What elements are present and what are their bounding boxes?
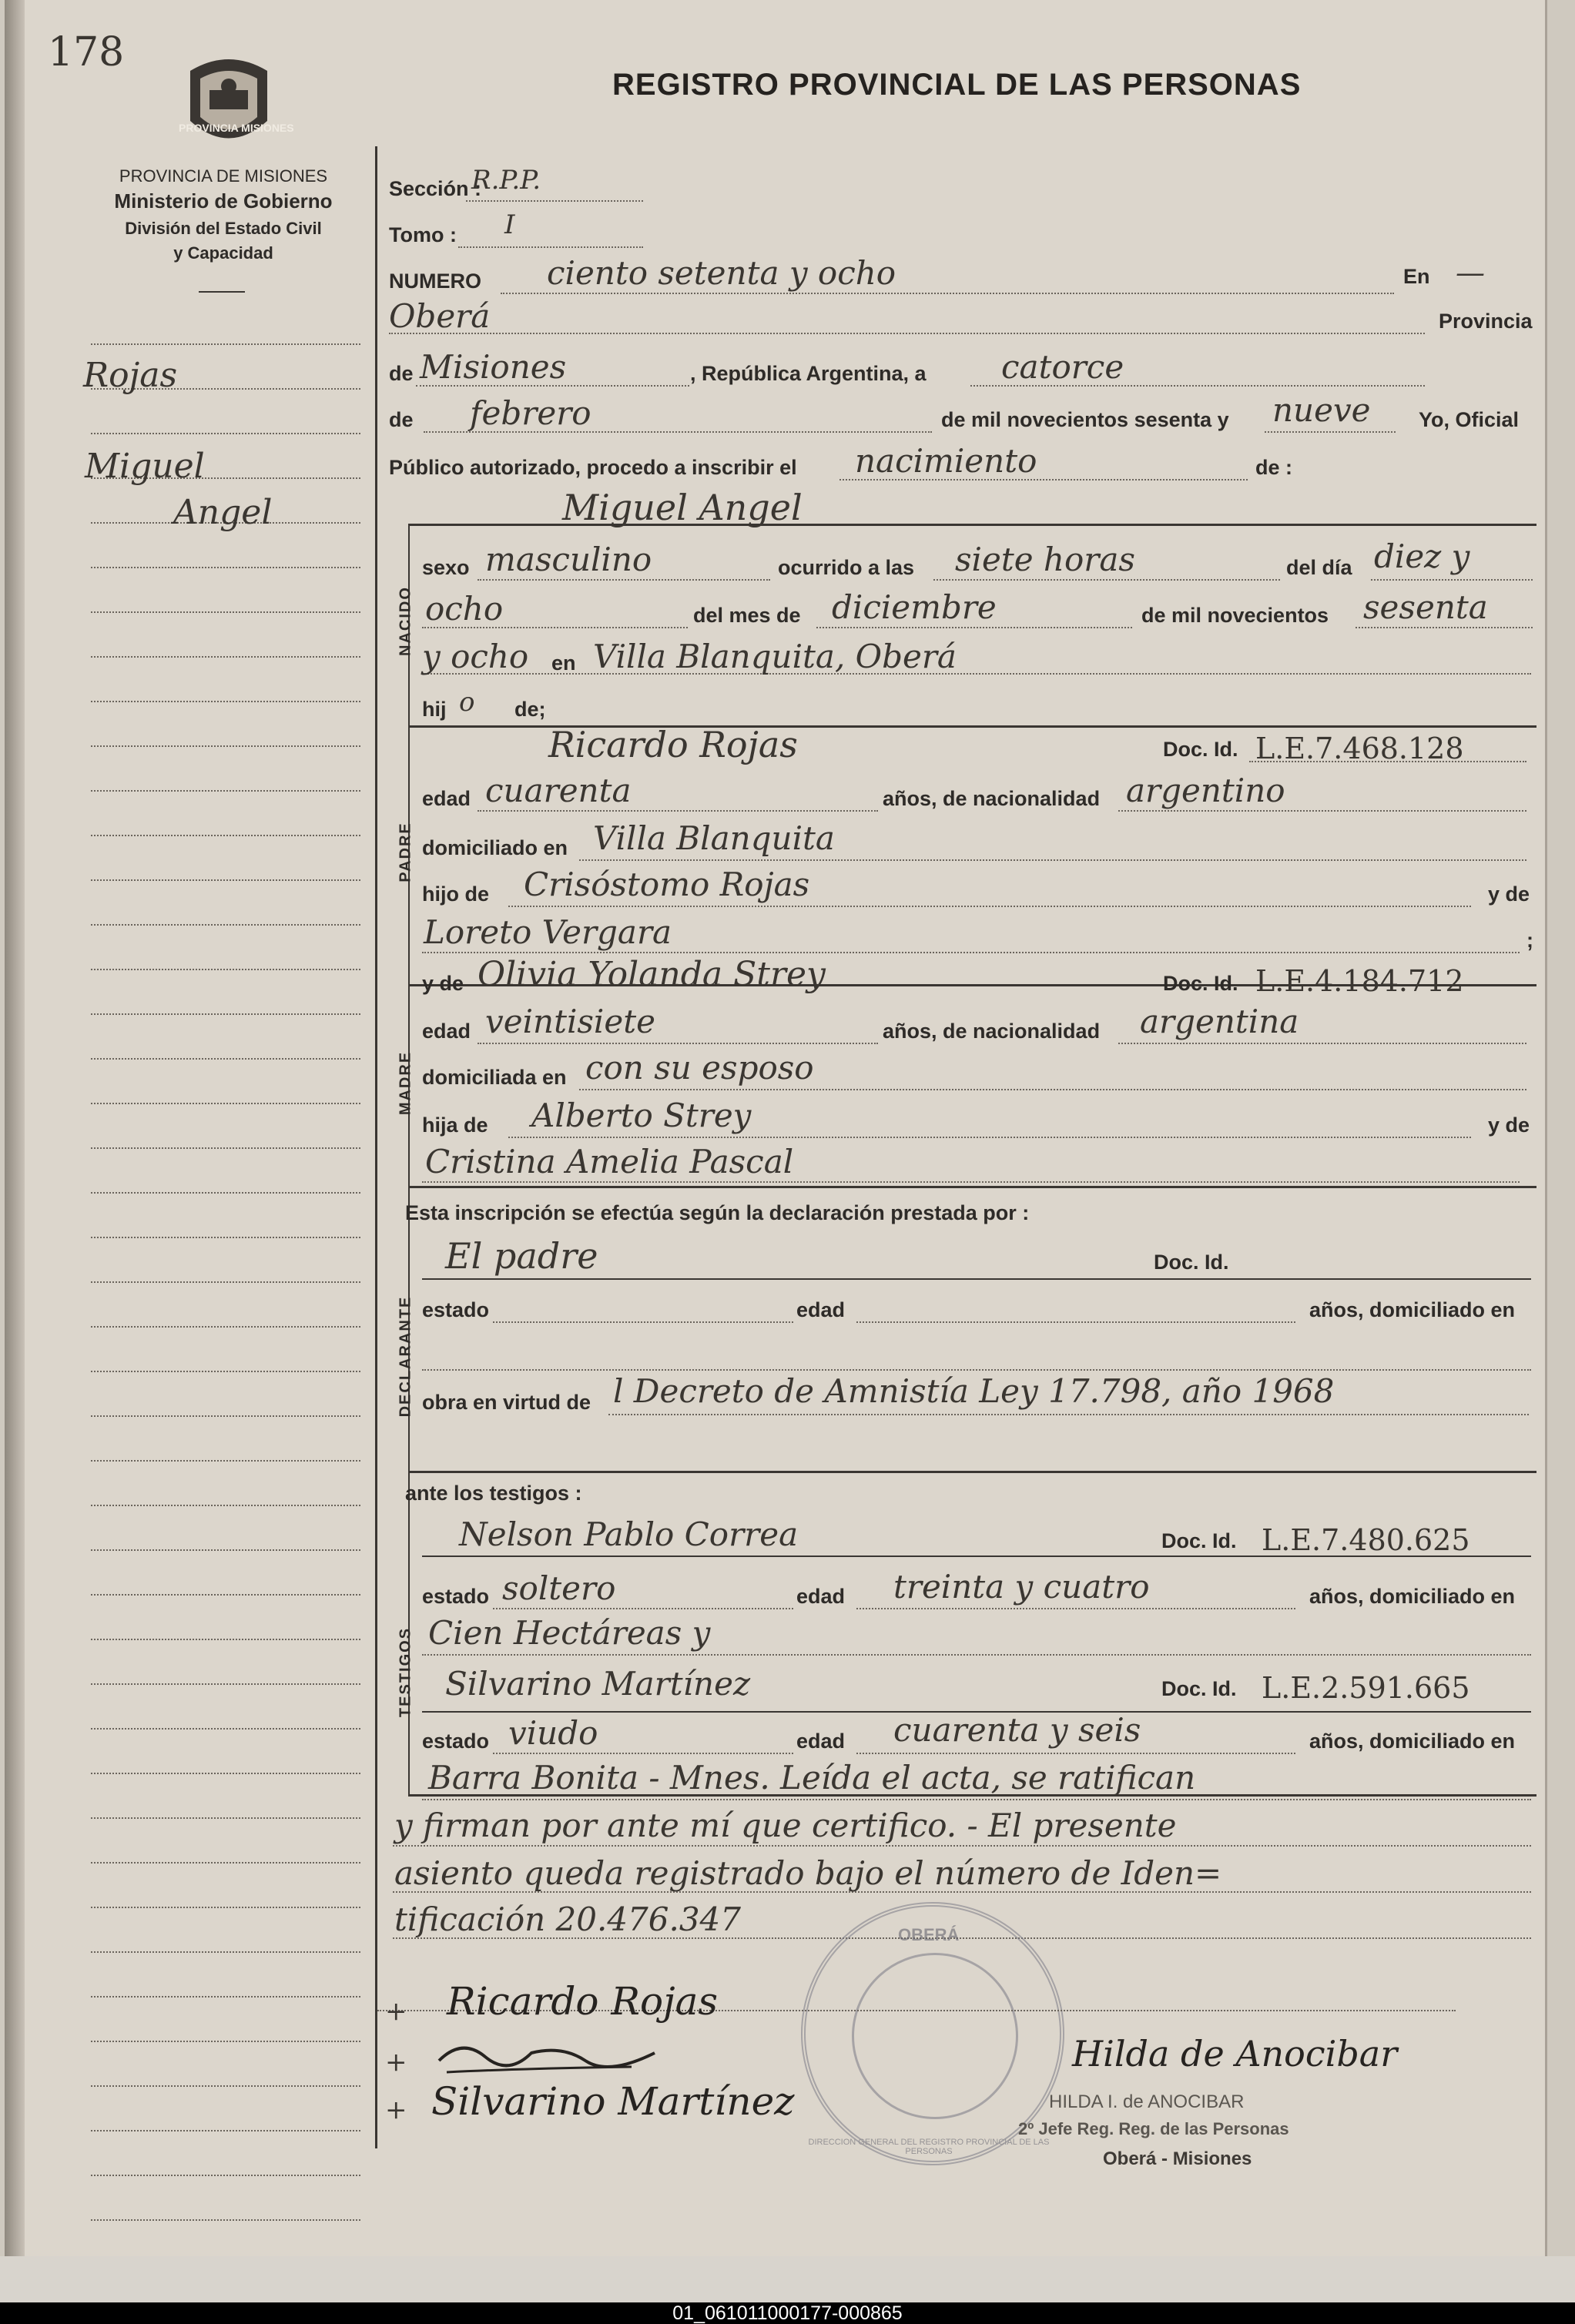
padre-dom-value: Villa Blanquita bbox=[593, 819, 835, 857]
dotted-line bbox=[856, 1608, 1295, 1609]
testigo2-edad: cuarenta y seis bbox=[893, 1711, 1141, 1749]
madre-nac-value: argentina bbox=[1140, 1003, 1299, 1040]
sexo-value: masculino bbox=[485, 541, 652, 578]
publico-label: Público autorizado, procedo a inscribir el bbox=[389, 456, 797, 479]
hijo-label: hij bbox=[422, 698, 447, 721]
day-value: catorce bbox=[1001, 348, 1124, 386]
margin-rule bbox=[91, 1058, 360, 1060]
section-nacido: NACIDO bbox=[397, 586, 414, 656]
margin-rule bbox=[91, 1147, 360, 1149]
en-nacido-label: en bbox=[551, 651, 576, 675]
margin-rule bbox=[91, 1907, 360, 1908]
testigo1-edad-label: edad bbox=[796, 1585, 846, 1608]
dotted-line bbox=[608, 1414, 1529, 1415]
obra-label: obra en virtud de bbox=[422, 1391, 591, 1414]
oficial-label: Yo, Oficial bbox=[1419, 408, 1520, 431]
madre-doc-label: Doc. Id. bbox=[1163, 972, 1238, 995]
sig-mark: + bbox=[385, 2095, 407, 2125]
dotted-line bbox=[816, 627, 1132, 628]
closing-line-2: y firman por ante mí que certifico. - El presente bbox=[394, 1807, 1177, 1844]
anio-value: sesenta bbox=[1363, 588, 1488, 626]
dotted-line bbox=[478, 579, 770, 581]
register-page bbox=[5, 0, 1547, 2256]
header-ministry: Ministerio de Gobierno bbox=[114, 189, 333, 213]
year-label: de mil novecientos sesenta y bbox=[941, 408, 1229, 431]
testigo2-estado: viudo bbox=[508, 1714, 598, 1752]
mes-label: del mes de bbox=[693, 604, 801, 627]
section-declarante: DECLARANTE bbox=[397, 1295, 414, 1418]
margin-rule bbox=[91, 433, 360, 434]
padre-name: Ricardo Rojas bbox=[548, 724, 798, 765]
margin-rule bbox=[91, 835, 360, 836]
margin-rule bbox=[91, 2041, 360, 2042]
testigo1-doc: L.E.7.480.625 bbox=[1262, 1523, 1470, 1557]
dia-value-2: ocho bbox=[425, 590, 504, 628]
margin-rule bbox=[91, 879, 360, 881]
testigo2-doc: L.E.2.591.665 bbox=[1262, 1671, 1470, 1705]
section-madre: MADRE bbox=[397, 1050, 414, 1116]
tomo-label: Tomo : bbox=[389, 223, 457, 246]
official-title: 2º Jefe Reg. Reg. de las Personas bbox=[1018, 2119, 1289, 2138]
sig-mark: + bbox=[385, 1996, 407, 2027]
margin-rule bbox=[91, 611, 360, 613]
margin-rule bbox=[91, 1549, 360, 1551]
declarante-edad-label: edad bbox=[796, 1298, 846, 1321]
signature-1: Ricardo Rojas bbox=[447, 1979, 719, 2024]
declarante-estado-label: estado bbox=[422, 1298, 490, 1321]
margin-rule bbox=[91, 1103, 360, 1104]
provincia-label: Provincia bbox=[1439, 310, 1533, 333]
signature-2-scribble bbox=[431, 2030, 662, 2084]
testigo2-anios-label: años, domiciliado en bbox=[1309, 1730, 1516, 1753]
margin-rule bbox=[91, 1415, 360, 1417]
margin-rule bbox=[91, 2219, 360, 2221]
madre-hija-label: hija de bbox=[422, 1113, 488, 1137]
margin-rule bbox=[91, 2175, 360, 2176]
padre-semicolon: ; bbox=[1526, 929, 1533, 952]
margin-rule bbox=[91, 701, 360, 702]
margin-rule bbox=[91, 2130, 360, 2131]
declarante-anios-label: años, domiciliado en bbox=[1309, 1298, 1516, 1321]
header-rule bbox=[199, 291, 245, 293]
margin-rule bbox=[91, 1371, 360, 1372]
margin-surname: Rojas bbox=[83, 356, 178, 395]
padre-edad-value: cuarenta bbox=[485, 772, 632, 809]
closing-line-4: tificación 20.476.347 bbox=[394, 1900, 742, 1938]
mes-value: diciembre bbox=[832, 588, 997, 626]
en-label: En bbox=[1403, 265, 1430, 288]
margin-rule bbox=[91, 1862, 360, 1864]
margin-rule bbox=[91, 1639, 360, 1640]
padre-doc-value: L.E.7.468.128 bbox=[1255, 732, 1464, 765]
sig-mark: + bbox=[385, 2047, 407, 2078]
place-value: Oberá bbox=[389, 297, 491, 335]
republica-label: , República Argentina, a bbox=[690, 362, 927, 385]
obra-value: l Decreto de Amnistía Ley 17.798, año 1968 bbox=[613, 1372, 1335, 1410]
dotted-line bbox=[501, 293, 1394, 294]
section-padre: PADRE bbox=[397, 822, 414, 882]
de-label: de bbox=[389, 362, 414, 385]
numero-value: ciento setenta y ocho bbox=[547, 254, 896, 292]
margin-rule bbox=[91, 656, 360, 658]
testigo2-edad-label: edad bbox=[796, 1730, 846, 1753]
dotted-line bbox=[466, 200, 643, 202]
dotted-line bbox=[508, 906, 1471, 907]
margin-rule bbox=[91, 2085, 360, 2087]
dotted-line bbox=[478, 810, 878, 812]
padre-doc-label: Doc. Id. bbox=[1163, 738, 1238, 761]
madre-yde-label: y de bbox=[422, 972, 464, 995]
month-value: febrero bbox=[470, 394, 591, 432]
padre-father-of: Crisóstomo Rojas bbox=[524, 866, 810, 903]
official-name: HILDA I. de ANOCIBAR bbox=[1049, 2091, 1245, 2112]
dotted-line bbox=[422, 1369, 1531, 1371]
padre-hijo-label: hijo de bbox=[422, 882, 489, 906]
testigo1-estado-label: estado bbox=[422, 1585, 490, 1608]
madre-anios-label: años, de nacionalidad bbox=[883, 1020, 1101, 1043]
dotted-line bbox=[508, 1137, 1471, 1138]
tomo-value: I bbox=[504, 209, 515, 240]
scan-footer-id: 01_061011000177-000865 bbox=[0, 2302, 1575, 2324]
year-value: nueve bbox=[1272, 391, 1371, 429]
dotted-line bbox=[422, 1799, 1531, 1800]
margin-rule bbox=[91, 790, 360, 792]
margin-rule bbox=[91, 1013, 360, 1015]
madre-dom-value: con su esposo bbox=[585, 1049, 814, 1087]
margin-rule bbox=[91, 1683, 360, 1685]
margin-rule bbox=[91, 1505, 360, 1506]
scan-bottom-strip bbox=[0, 2256, 1575, 2302]
stamp-inner-ring bbox=[852, 1953, 1018, 2119]
hijo-de-label: de; bbox=[514, 698, 546, 721]
testigo1-anios-label: años, domiciliado en bbox=[1309, 1585, 1516, 1608]
madre-mother-of: Cristina Amelia Pascal bbox=[425, 1143, 794, 1180]
margin-rule bbox=[91, 1773, 360, 1774]
madre-edad-value: veintisiete bbox=[485, 1003, 655, 1040]
sexo-label: sexo bbox=[422, 556, 470, 579]
margin-rule bbox=[91, 1951, 360, 1953]
act-value: nacimiento bbox=[855, 442, 1037, 480]
de3-label: de : bbox=[1255, 456, 1293, 479]
declarante-name: El padre bbox=[445, 1235, 598, 1277]
margin-rule bbox=[91, 1728, 360, 1730]
madre-bottom-rule bbox=[408, 1186, 1536, 1188]
testigo2-doc-label: Doc. Id. bbox=[1161, 1677, 1237, 1700]
padre-edad-label: edad bbox=[422, 787, 471, 810]
seccion-value: R.P.P. bbox=[471, 165, 541, 196]
anio-value-2: y ocho bbox=[422, 638, 529, 675]
en-value: — bbox=[1456, 256, 1485, 290]
official-signature: Hilda de Anocibar bbox=[1072, 2033, 1398, 2075]
testigo1-name: Nelson Pablo Correa bbox=[459, 1515, 799, 1553]
testigo1-doc-label: Doc. Id. bbox=[1161, 1529, 1237, 1552]
stamp-ring-text: DIRECCION GENERAL DEL REGISTRO PROVINCIAL DE LAS PERSONAS bbox=[808, 2138, 1050, 2156]
signature-3: Silvarino Martínez bbox=[431, 2079, 795, 2124]
padre-mother-of: Loreto Vergara bbox=[424, 913, 672, 951]
nacido-name: Miguel Angel bbox=[562, 487, 803, 528]
margin-rule bbox=[91, 1460, 360, 1462]
de2-label: de bbox=[389, 408, 414, 431]
dotted-line bbox=[1265, 431, 1396, 433]
dotted-line bbox=[579, 859, 1526, 861]
padre-yde-label: y de bbox=[1488, 882, 1530, 906]
margin-rule bbox=[91, 1192, 360, 1194]
margin-rule bbox=[91, 1237, 360, 1238]
margin-rule bbox=[91, 343, 360, 345]
dotted-line bbox=[389, 333, 1425, 334]
dotted-line bbox=[1356, 627, 1533, 628]
margin-rule bbox=[91, 1326, 360, 1328]
official-place: Oberá - Misiones bbox=[1103, 2148, 1252, 2169]
dotted-line bbox=[422, 1181, 1520, 1183]
dotted-line bbox=[422, 952, 1520, 953]
province-seal-icon bbox=[179, 48, 294, 156]
dotted-line bbox=[493, 1608, 793, 1609]
document-title: REGISTRO PROVINCIAL DE LAS PERSONAS bbox=[612, 68, 1302, 102]
lugar-value: Villa Blanquita, Oberá bbox=[593, 638, 957, 675]
section-testigos: TESTIGOS bbox=[397, 1626, 414, 1718]
book-binding-edge bbox=[5, 0, 25, 2256]
seal-text: PROVINCIA MISIONES bbox=[179, 122, 294, 134]
stamp-top-text: OBERÁ bbox=[898, 1925, 960, 1944]
declarante-doc-label: Doc. Id. bbox=[1154, 1251, 1229, 1274]
padre-nac-value: argentino bbox=[1126, 772, 1285, 809]
header-capacity: y Capacidad bbox=[173, 243, 273, 263]
testigo1-edad: treinta y cuatro bbox=[893, 1568, 1150, 1606]
madre-father-of: Alberto Strey bbox=[531, 1097, 752, 1134]
mil-label: de mil novecientos bbox=[1141, 604, 1329, 627]
madre-name: Olivia Yolanda Strey bbox=[478, 955, 826, 994]
dotted-line bbox=[933, 579, 1280, 581]
declarante-intro: Esta inscripción se efectúa según la declaración prestada por : bbox=[405, 1201, 1030, 1224]
margin-given-name-1: Miguel bbox=[85, 447, 205, 486]
numero-label: NUMERO bbox=[389, 270, 481, 293]
declarante-bottom-rule bbox=[408, 1471, 1536, 1473]
margin-rule bbox=[91, 567, 360, 568]
testigo2-name: Silvarino Martínez bbox=[445, 1665, 751, 1703]
dotted-line bbox=[493, 1321, 793, 1323]
sections-rule bbox=[408, 524, 410, 1794]
closing-line-1: Barra Bonita - Mnes. Leída el acta, se ratifican bbox=[428, 1759, 1196, 1797]
declarante-name-line bbox=[422, 1278, 1531, 1280]
margin-rule bbox=[91, 969, 360, 970]
dotted-line bbox=[422, 673, 1531, 675]
dotted-line bbox=[579, 1089, 1526, 1090]
madre-dom-label: domiciliada en bbox=[422, 1066, 567, 1089]
dotted-line bbox=[493, 1753, 793, 1754]
margin-rule bbox=[91, 1996, 360, 1998]
margin-given-name-2: Angel bbox=[173, 493, 273, 532]
dotted-line bbox=[478, 1043, 878, 1044]
margin-rule bbox=[91, 1817, 360, 1819]
dotted-line bbox=[856, 1321, 1295, 1323]
madre-edad-label: edad bbox=[422, 1020, 471, 1043]
margin-rule bbox=[91, 1281, 360, 1283]
province-value: Misiones bbox=[420, 348, 567, 386]
madre-doc-value: L.E.4.184.712 bbox=[1255, 964, 1464, 998]
dotted-line bbox=[422, 1654, 1531, 1656]
dotted-line bbox=[1118, 1043, 1526, 1044]
padre-dom-label: domiciliado en bbox=[422, 836, 568, 859]
dotted-line bbox=[1371, 579, 1533, 581]
dia-label: del día bbox=[1286, 556, 1352, 579]
dia-value: diez y bbox=[1374, 537, 1470, 575]
testigo1-dom: Cien Hectáreas y bbox=[428, 1614, 711, 1652]
padre-anios-label: años, de nacionalidad bbox=[883, 787, 1101, 810]
header-division: División del Estado Civil bbox=[125, 219, 322, 238]
testigo1-estado: soltero bbox=[502, 1569, 616, 1607]
madre-yde2-label: y de bbox=[1488, 1113, 1530, 1137]
hora-value: siete horas bbox=[955, 541, 1135, 578]
testigo2-estado-label: estado bbox=[422, 1730, 490, 1753]
seccion-label: Sección : bbox=[389, 177, 482, 200]
margin-rule bbox=[91, 1594, 360, 1596]
margin-rule bbox=[91, 924, 360, 926]
closing-line-3: asiento queda registrado bajo el número de Iden= bbox=[394, 1854, 1222, 1892]
dotted-line bbox=[393, 1845, 1531, 1847]
hijo-value: o bbox=[459, 687, 475, 718]
dotted-line bbox=[856, 1753, 1295, 1754]
testigos-intro: ante los testigos : bbox=[405, 1482, 582, 1505]
page-number: 178 bbox=[48, 29, 125, 75]
main-column-rule bbox=[375, 146, 377, 2148]
header-province: PROVINCIA DE MISIONES bbox=[119, 166, 328, 186]
margin-rule bbox=[91, 745, 360, 747]
ocurrido-label: ocurrido a las bbox=[778, 556, 915, 579]
dotted-line bbox=[1118, 810, 1526, 812]
dotted-line bbox=[458, 246, 643, 248]
